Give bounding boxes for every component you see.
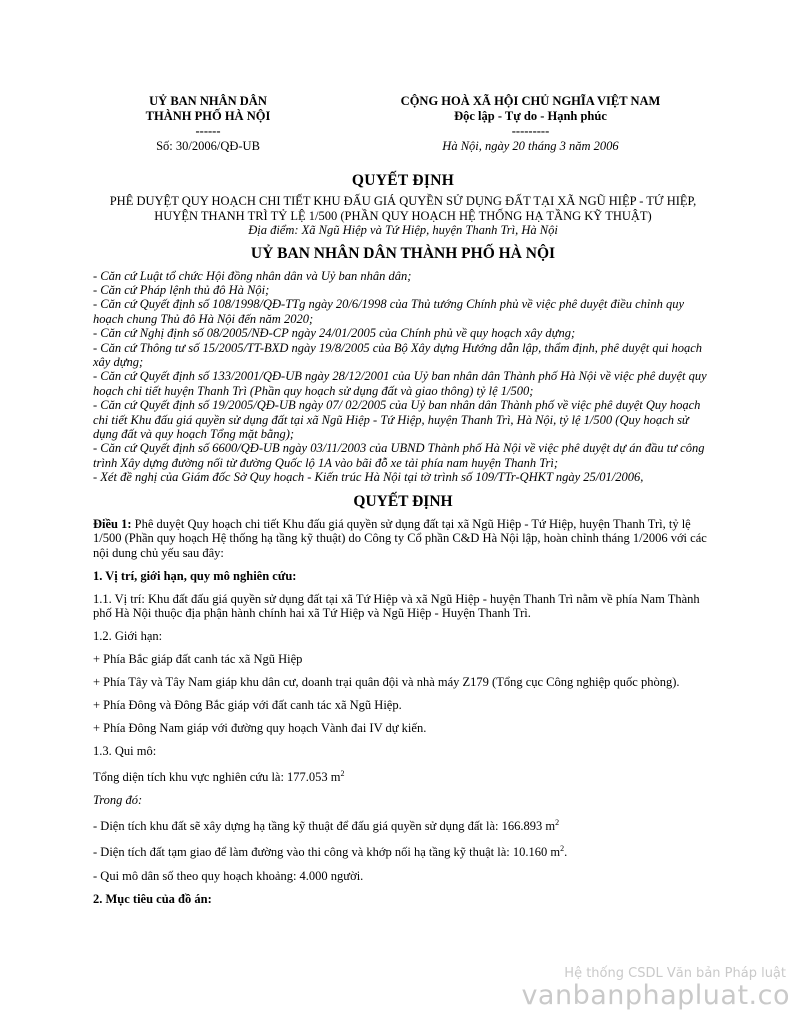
document-number: Số: 30/2006/QĐ-UB (156, 139, 260, 153)
total-area-text: Tổng diện tích khu vực nghiên cứu là: 177.053 m (93, 770, 341, 785)
watermark-caption: Hệ thống CSDL Văn bản Pháp luật (564, 966, 786, 981)
total-area (93, 767, 713, 785)
document-location: Địa điểm: Xã Ngũ Hiệp và Tứ Hiệp, huyện Thanh Trì, Hà Nội (248, 223, 558, 237)
watermark-site: vanbanphapluat.co (521, 980, 790, 1011)
square-superscript: 2 (555, 818, 560, 828)
area-temporary-text: - Diện tích đất tạm giao để làm đường vào thi công và khớp nối hạ tầng kỹ thuật là: 10.160 m (93, 845, 561, 860)
article-1 (93, 517, 713, 561)
issuer-line-1: UỶ BAN NHÂN DÂN (149, 94, 267, 108)
document-body (93, 517, 713, 906)
document-header (93, 94, 713, 156)
authority-heading: UỶ BAN NHÂN DÂN THÀNH PHỐ HÀ NỘI (250, 244, 556, 262)
legal-basis-item: - Căn cứ Quyết định số 6600/QĐ-UB ngày 03/11/2003 của UBND Thành phố Hà Nội về việc phê duyệt dự án đầu tư công trình Xây dựng đường nối từ đường Quốc lộ 1A vào bãi đỗ xe tải phía nam huyện Thanh Trì; (93, 441, 705, 470)
limit-north: + Phía Bắc giáp đất canh tác xã Ngũ Hiệp (93, 652, 303, 667)
limit-west: + Phía Tây và Tây Nam giáp khu dân cư, doanh trại quân đội và nhà máy Z179 (Tổng cục Công nghiệp quốc phòng). (93, 675, 680, 690)
of-which-label: Trong đó: (93, 793, 143, 808)
issuing-authority-block (93, 94, 323, 154)
section-1-heading: 1. Vị trí, giới hạn, quy mô nghiên cứu: (93, 568, 297, 583)
issue-date: Hà Nội, ngày 20 tháng 3 năm 2006 (442, 139, 619, 153)
paragraph-1-2: 1.2. Giới hạn: (93, 629, 163, 644)
area-temporary-period: . (564, 845, 568, 860)
legal-basis-item: - Căn cứ Quyết định số 133/2001/QĐ-UB ngày 28/12/2001 của Uỷ ban nhân dân Thành phố Hà Nội về việc phê duyệt quy hoạch chi tiết huyện Thanh Trì (Phần quy hoạch sử dụng đất và giao thông) tỷ lệ 1/500; (93, 369, 707, 398)
legal-basis-item: - Căn cứ Nghị định số 08/2005/NĐ-CP ngày 24/01/2005 của Chính phủ về quy hoạch xây dựng; (93, 326, 576, 341)
area-auction (93, 816, 713, 834)
decision-heading: QUYẾT ĐỊNH (353, 492, 453, 510)
article-1-text: Phê duyệt Quy hoạch chi tiết Khu đấu giá quyền sử dụng đất tại xã Ngũ Hiệp - Tứ Hiệp, huyện Thanh Trì, tỷ lệ 1/500 (Phần quy hoạch Hệ thống hạ tầng kỹ thuật) do Công ty Cổ phần C&D Hà Nội lập, hoàn chỉnh tháng 1/2006 với các nội dung chủ yếu sau đây: (93, 516, 707, 560)
square-superscript: 2 (560, 844, 565, 854)
area-auction-text: - Diện tích khu đất sẽ xây dựng hạ tầng kỹ thuật để đấu giá quyền sử dụng đất là: 166.893 m (93, 819, 556, 834)
issuer-line-2: THÀNH PHỐ HÀ NỘI (145, 109, 271, 123)
national-title-block (348, 94, 713, 154)
national-title: CỘNG HOÀ XÃ HỘI CHỦ NGHĨA VIỆT NAM (400, 94, 661, 108)
issuer-divider: ------ (195, 124, 221, 138)
document-title: QUYẾT ĐỊNH (351, 172, 455, 189)
national-motto: Độc lập - Tự do - Hạnh phúc (454, 109, 607, 123)
paragraph-1-1: 1.1. Vị trí: Khu đất đấu giá quyền sử dụng đất tại xã Tứ Hiệp và xã Ngũ Hiệp - huyện Thanh Trì nằm về phía Nam Thành phố Hà Nội thuộc địa phận hành chính hai xã Tứ Hiệp và Ngũ Hiệp - Huyện Thanh Trì. (93, 591, 700, 621)
legal-basis-item: - Căn cứ Quyết định số 19/2005/QĐ-UB ngày 07/ 02/2005 của Uỷ ban nhân dân Thành phố về việc phê duyệt Quy hoạch chi tiết Khu đấu giá quyền sử dụng đất tại xã Ngũ Hiệp - Tứ Hiệp, huyện Thanh Trì, Hà Nội, tỷ lệ 1/500 (Quy hoạch sử dụng đất và quy hoạch Tổng mặt bằng); (93, 398, 701, 441)
section-2-heading: 2. Mục tiêu của đồ án: (93, 891, 212, 906)
document-page (93, 94, 713, 906)
article-1-label: Điều 1: (93, 516, 132, 531)
paragraph-1-3: 1.3. Qui mô: (93, 744, 157, 759)
legal-basis-item: - Căn cứ Quyết định số 108/1998/QĐ-TTg ngày 20/6/1998 của Thủ tướng Chính phủ về việc phê duyệt điều chỉnh quy hoạch chung Thủ đô Hà Nội đến năm 2020; (93, 297, 685, 326)
limit-east: + Phía Đông và Đông Bắc giáp với đất canh tác xã Ngũ Hiệp. (93, 698, 402, 713)
legal-basis-item: - Căn cứ Luật tổ chức Hội đồng nhân dân và Uỷ ban nhân dân; (93, 268, 412, 283)
square-superscript: 2 (340, 769, 345, 779)
legal-basis-item: - Căn cứ Pháp lệnh thủ đô Hà Nội; (93, 282, 270, 297)
population: - Qui mô dân số theo quy hoạch khoảng: 4.000 người. (93, 868, 364, 883)
limit-southeast: + Phía Đông Nam giáp với đường quy hoạch Vành đai IV dự kiến. (93, 721, 427, 736)
document-subtitle: PHÊ DUYỆT QUY HOẠCH CHI TIẾT KHU ĐẤU GIÁ QUYỀN SỬ DỤNG ĐẤT TẠI XÃ NGŨ HIỆP - TỨ HIỆP, HUYỆN THANH TRÌ TỶ LỆ 1/500 (PHẦN QUY HOẠCH HỆ THỐNG HẠ TẦNG KỸ THUẬT) (109, 194, 697, 223)
area-temporary (93, 842, 713, 860)
legal-basis-item: - Căn cứ Thông tư số 15/2005/TT-BXD ngày 19/8/2005 của Bộ Xây dựng Hướng dẫn lập, thẩm định, phê duyệt qui hoạch xây dựng; (93, 340, 703, 369)
legal-basis-item: - Xét đề nghị của Giám đốc Sở Quy hoạch - Kiến trúc Hà Nội tại tờ trình số 109/TTr-QHKT ngày 25/01/2006, (93, 470, 644, 485)
legal-basis-list (93, 269, 713, 485)
national-divider: --------- (511, 124, 550, 138)
